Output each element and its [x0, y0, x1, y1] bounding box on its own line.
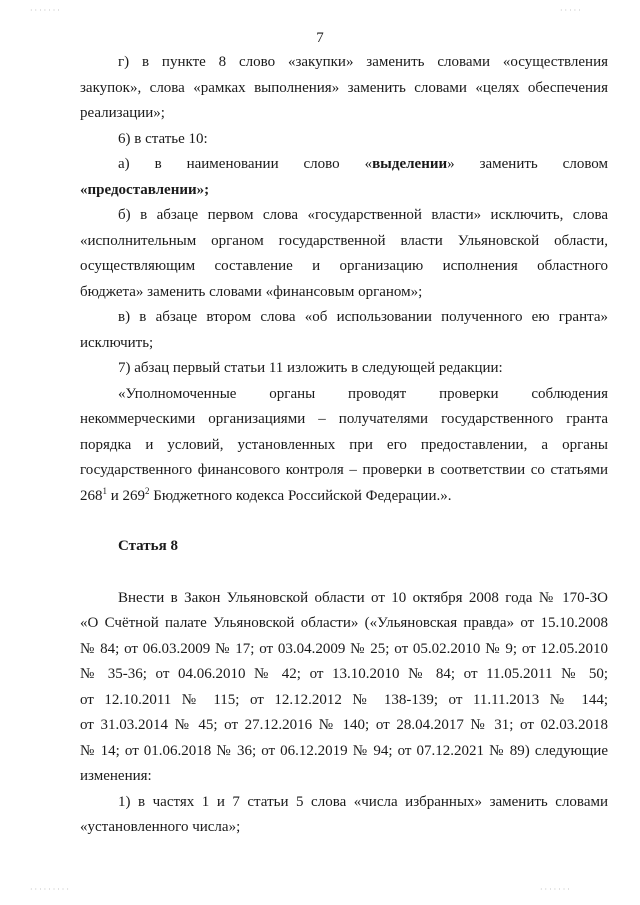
text-line: исключить; — [80, 334, 154, 351]
text-run: Бюджетного кодекса Российской Федерации.». — [149, 487, 452, 504]
text-line: порядка и условий, установленных при его предоставлении, а органы — [80, 436, 608, 453]
page-number: 7 — [316, 30, 324, 46]
text-line: 7) абзац первый статьи 11 изложить в следующей редакции: — [118, 360, 503, 376]
superscript: 1 — [102, 485, 107, 496]
text-line: б) в абзаце первом слова «государственной власти» исключить, слова — [118, 207, 608, 223]
text-line: осуществляющим составление и организацию исполнения областного — [80, 258, 608, 274]
text-line: «установленного числа»; — [80, 819, 241, 835]
text-line: «О Счётной палате Ульяновской области» («Ульяновская правда» от 15.10.2008 — [80, 615, 608, 631]
text-line: государственного финансового контроля – проверки в соответствии со статьями — [80, 462, 608, 478]
text-line: г) в пункте 8 слово «закупки» заменить словами «осуществления — [118, 54, 608, 70]
text-line — [80, 152, 608, 178]
superscript: 2 — [145, 485, 150, 496]
text-line — [80, 178, 608, 204]
document-body — [80, 50, 608, 841]
bold-run: « — [80, 181, 88, 198]
text-line: № 84; от 06.03.2009 № 17; от 03.04.2009 № 25; от 05.02.2010 № 9; от 12.05.2010 — [80, 640, 608, 657]
text-line: закупок», слова «рамках выполнения» заменить словами «целях обеспечения — [80, 79, 608, 96]
text-line: от 31.03.2014 № 45; от 27.12.2016 № 140; от 28.04.2017 № 31; от 02.03.2018 — [80, 717, 608, 733]
text-line: бюджета» заменить словами «финансовым органом»; — [80, 283, 423, 300]
scan-artifact: ········· — [30, 885, 71, 894]
text-line: некоммерческими организациями – получателями государственного гранта — [80, 411, 608, 427]
text-line: от 12.10.2011 № 115; от 12.12.2012 № 138-139; от 11.11.2013 № 144; — [80, 691, 608, 708]
text-run: 268 — [80, 487, 103, 504]
text-line: реализации»; — [80, 105, 165, 121]
text-line: изменения: — [80, 768, 152, 784]
text-run: а) в наименовании слово « — [118, 156, 373, 172]
bold-term: выделении — [372, 156, 448, 172]
bold-term: предоставлении — [87, 181, 197, 198]
text-line: 6) в статье 10: — [118, 130, 208, 147]
scan-artifact: ····· — [560, 6, 583, 15]
text-run: и 269 — [107, 487, 146, 504]
text-line: 1) в частях 1 и 7 статьи 5 слова «числа избранных» заменить словами — [118, 793, 608, 810]
text-line: Внести в Закон Ульяновской области от 10 октября 2008 года № 170-ЗО — [118, 589, 608, 606]
scan-artifact: ······· — [540, 885, 572, 894]
text-line: «Уполномоченные органы проводят проверки соблюдения — [118, 385, 608, 402]
text-line — [80, 484, 608, 510]
text-line: № 35-36; от 04.06.2010 № 42; от 13.10.2010 № 84; от 11.05.2011 № 50; — [80, 666, 608, 682]
article-title: Статья 8 — [118, 538, 178, 554]
text-line: в) в абзаце втором слова «об использовании полученного ею гранта» — [118, 309, 608, 325]
scan-artifact: ······· — [30, 6, 62, 15]
text-line: № 14; от 01.06.2018 № 36; от 06.12.2019 № 94; от 07.12.2021 № 89) следующие — [80, 742, 608, 759]
bold-run: »; — [196, 181, 210, 198]
text-run: » заменить словом — [447, 156, 609, 172]
text-line: «исполнительным органом государственной власти Ульяновской области, — [80, 232, 608, 249]
